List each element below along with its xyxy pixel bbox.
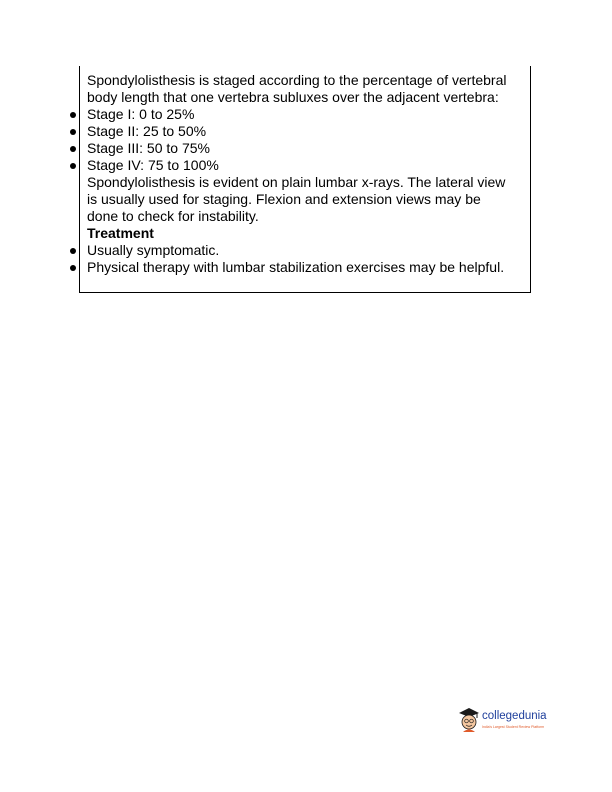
logo-name: collegedunia [482,710,547,722]
collegedunia-logo[interactable] [455,705,560,741]
treatment-item: Physical therapy with lumbar stabilization exercises may be helpful. [87,259,505,275]
intro-line: body length that one vertebra subluxes over the adjacent vertebra: [87,89,499,105]
stage-item: Stage III: 50 to 75% [87,140,210,156]
treatment-heading: Treatment [87,225,154,241]
stage-item: Stage II: 25 to 50% [87,123,207,139]
bullet-icon [70,129,76,135]
logo-tagline: India's Largest Student Review Platform [482,725,545,729]
stage-item: Stage I: 0 to 25% [87,106,195,122]
xray-line: is usually used for staging. Flexion and extension views may be [87,191,481,207]
bullet-icon [70,146,76,152]
bullet-icon [70,248,76,254]
bullet-icon [70,112,76,118]
bullet-icon [70,163,76,169]
student-mascot-icon [458,707,480,733]
xray-line: done to check for instability. [87,208,259,224]
intro-line: Spondylolisthesis is staged according to the percentage of vertebral [87,72,507,88]
bullet-icon [70,265,76,271]
treatment-item: Usually symptomatic. [87,242,220,258]
xray-line: Spondylolisthesis is evident on plain lumbar x-rays. The lateral view [87,174,506,190]
stage-item: Stage IV: 75 to 100% [87,157,219,173]
